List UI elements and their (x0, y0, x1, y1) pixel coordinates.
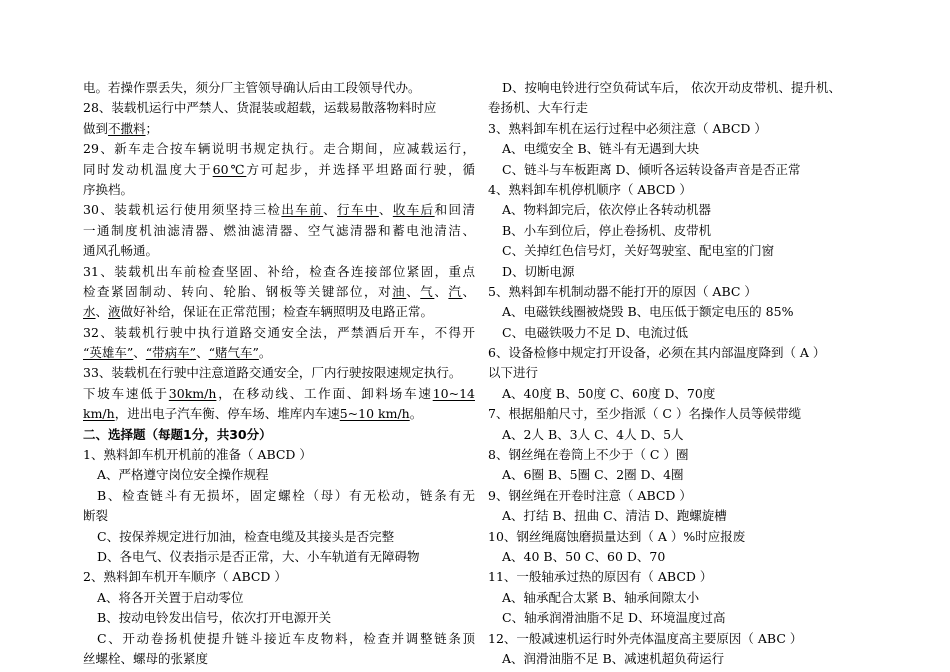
text-line: 电。若操作票丢失，须分厂主管领导确认后由工段领导代办。 (83, 80, 421, 95)
text: 、 (323, 202, 338, 218)
choice-question-1: 1、熟料卸车机开机前的准备（ ABCD ） (83, 447, 312, 463)
text: 、 (95, 304, 109, 320)
choice-option: C、开动卷扬机使提升链斗接近车皮物料，检查并调整链条顶 (97, 630, 475, 646)
text: 方可起步，并选择平坦路面行驶，循 (246, 161, 475, 177)
choice-option: A、电磁铁线圈被烧毁 B、电压低于额定电压的 85% (502, 304, 794, 320)
choice-option: A、2人 B、3人 C、4人 D、5人 (502, 426, 684, 442)
text: 、 (378, 202, 393, 218)
left-column (83, 78, 475, 669)
choice-option: B、按动电铃发出信号，依次打开电源开关 (97, 610, 332, 626)
question-28: 28、装载机运行中严禁人、货混装或超载，运载易散落物料时应 (83, 100, 437, 116)
choice-option: C、关掉红色信号灯，关好驾驶室、配电室的门窗 (502, 243, 775, 259)
answer-blank: 5~10 km/h (339, 406, 410, 422)
question-29-cont: 序换档。 (83, 181, 134, 197)
question-33-cont (83, 404, 475, 424)
text: 、 (133, 345, 146, 361)
question-32: 32、装载机行驶中执行道路交通安全法，严禁酒后开车，不得开 (83, 324, 475, 340)
choice-option: A、将各开关置于启动零位 (97, 589, 244, 605)
text: ； (145, 120, 159, 136)
choice-option-cont: 丝螺栓、螺母的张紧度 (83, 650, 209, 666)
answer-blank: 油 (392, 283, 407, 299)
choice-question-9: 9、钢丝绳在开卷时注意（ ABCD ） (488, 487, 692, 503)
question-30-cont: 一通制度机油滤清器、燃油滤清器、空气滤清器和蓄电池清洁、 (83, 222, 475, 238)
choice-question-cont: 以下进行 (488, 365, 539, 381)
text: 。 (409, 406, 423, 422)
choice-option: A、严格遵守岗位安全操作规程 (97, 467, 269, 483)
answer-blank: 气 (420, 283, 435, 299)
text: 同时发动机温度大于 (83, 161, 213, 177)
text: 、 (406, 283, 421, 299)
choice-option: A、6圈 B、5圈 C、2圈 D、4圈 (502, 467, 684, 483)
choice-option: A、电缆安全 B、链斗有无遇到大块 (502, 141, 700, 157)
choice-option: D、各电气、仪表指示是否正常，大、小车轨道有无障碍物 (97, 548, 420, 564)
question-30-cont: 通风孔畅通。 (83, 243, 159, 259)
choice-option: C、链斗与车板距离 D、倾听各运转设备声音是否正常 (502, 161, 801, 177)
choice-option-cont: 断裂 (83, 508, 109, 524)
text: 、 (434, 283, 449, 299)
answer-blank: “英雄车” (83, 345, 134, 361)
choice-question-5: 5、熟料卸车机制动器不能打开的原因（ ABC ） (488, 283, 757, 299)
answer-blank: 60℃ (212, 161, 247, 177)
text: ，进出电子汽车衡、停车场、堆库内车速 (114, 406, 340, 422)
text: 和回清 (434, 202, 475, 218)
choice-question-6: 6、设备检修中规定打开设备，必须在其内部温度降到（ A ） (488, 345, 826, 361)
question-31-cont (83, 282, 475, 302)
choice-option: D、按响电铃进行空负荷试车后， 依次开动皮带机、提升机、 (502, 80, 841, 95)
choice-option: C、轴承润滑油脂不足 D、环境温度过高 (502, 610, 726, 626)
text: 30、装载机运行使用须坚持三检 (83, 202, 282, 218)
choice-option: C、电磁铁吸力不足 D、电流过低 (502, 324, 689, 340)
answer-blank: 液 (108, 304, 121, 320)
choice-option: B、小车到位后，停止卷扬机、皮带机 (502, 222, 712, 238)
answer-blank: 10~14 (432, 385, 475, 401)
choice-question-10: 10、钢丝绳腐蚀磨损量达到（ A ）%时应报废 (488, 528, 746, 544)
choice-option: A、40度 B、50度 C、60度 D、70度 (502, 385, 716, 401)
choice-option: A、润滑油脂不足 B、减速机超负荷运行 (502, 650, 725, 666)
choice-question-11: 11、一般轴承过热的原因有（ ABCD ） (488, 569, 713, 585)
choice-option: A、轴承配合太紧 B、轴承间隙太小 (502, 589, 700, 605)
question-31-cont (83, 302, 475, 322)
section-heading: 二、选择题（每题1分，共30分） (83, 426, 272, 442)
text: 做到 (83, 120, 109, 136)
question-33: 33、装载机在行驶中注意道路交通安全，厂内行驶按限速规定执行。 (83, 365, 462, 381)
question-31: 31、装载机出车前检查坚固、补给，检查各连接部位紧固，重点 (83, 263, 475, 279)
question-29-cont (83, 160, 475, 180)
question-30 (83, 200, 475, 220)
text: 、 (196, 345, 209, 361)
choice-question-8: 8、钢丝绳在卷筒上不少于（ C ）圈 (488, 447, 689, 463)
answer-blank: 出车前 (281, 202, 324, 218)
question-33-cont (83, 384, 475, 404)
text: 、 (462, 283, 475, 299)
question-32-cont (83, 343, 475, 363)
text: 做好补给，保证在正常范围；检查车辆照明及电路正常。 (120, 304, 434, 320)
choice-question-7: 7、根据船舶尺寸，至少指派（ C ）名操作人员等候带缆 (488, 406, 801, 422)
choice-option: A、打结 B、扭曲 C、清洁 D、跑螺旋槽 (502, 508, 727, 524)
choice-option-cont: 卷扬机、大车行走 (488, 100, 589, 116)
choice-question-2: 2、熟料卸车机开车顺序（ ABCD ） (83, 569, 287, 585)
choice-option: A、40 B、50 C、60 D、70 (502, 548, 666, 564)
answer-blank: “赌气车” (208, 345, 259, 361)
text: ，在移动线、工作面、卸料场车速 (216, 385, 433, 401)
answer-blank: 汽 (448, 283, 463, 299)
choice-question-3: 3、熟料卸车机在运行过程中必须注意（ ABCD ） (488, 120, 767, 136)
choice-option: D、切断电源 (502, 263, 575, 279)
choice-question-12: 12、一般减速机运行时外壳体温度高主要原因（ ABC ） (488, 630, 803, 646)
answer-blank: 行车中 (337, 202, 379, 218)
question-29: 29、新车走合按车辆说明书规定执行。走合期间，应减载运行， (83, 141, 475, 157)
choice-option: B、检查链斗有无损坏，固定螺栓（母）有无松动，链条有无 (97, 487, 475, 503)
answer-blank: 收车后 (392, 202, 435, 218)
answer-blank: 水 (83, 304, 96, 320)
answer-blank: 不撒料 (108, 120, 146, 136)
choice-question-4: 4、熟料卸车机停机顺序（ ABCD ） (488, 181, 692, 197)
text: 检查紧固制动、转向、轮胎、钢板等关键部位，对 (83, 283, 393, 299)
answer-blank: km/h (83, 406, 115, 422)
text: 。 (258, 345, 272, 361)
choice-option: A、物料卸完后，依次停止各转动机器 (502, 202, 712, 218)
answer-blank: 30km/h (168, 385, 217, 401)
text: 下坡车速低于 (83, 385, 169, 401)
right-column (488, 78, 878, 669)
question-28-cont (83, 119, 475, 139)
choice-option: C、按保养规定进行加油，检查电缆及其接头是否完整 (97, 528, 395, 544)
answer-blank: “带病车” (145, 345, 197, 361)
